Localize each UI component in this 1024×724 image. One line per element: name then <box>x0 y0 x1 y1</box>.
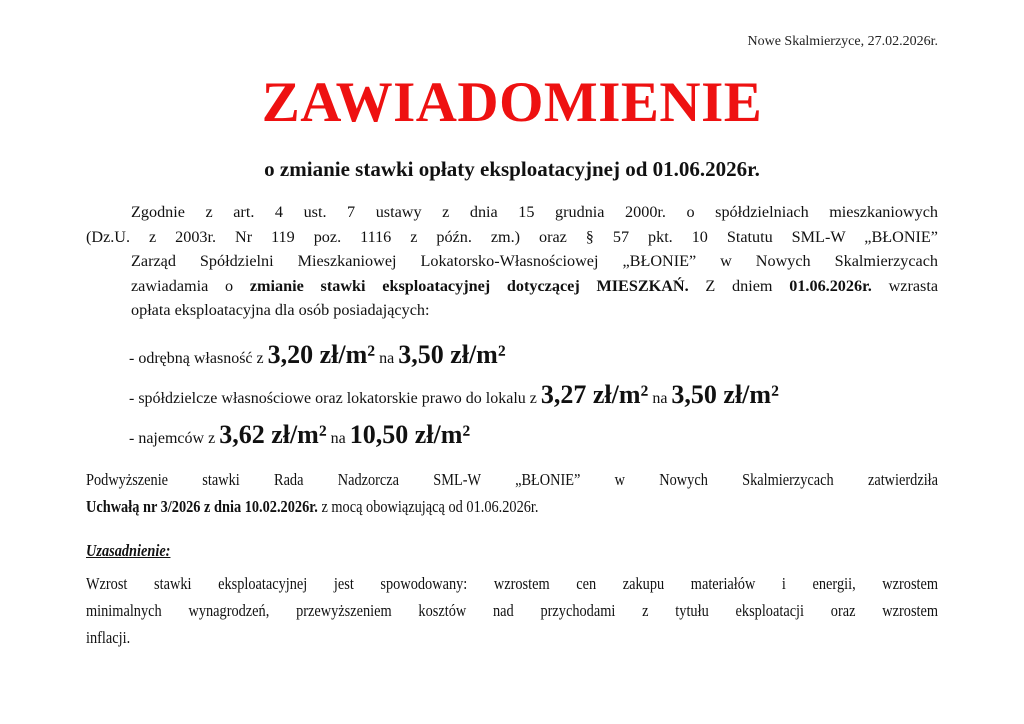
intro-line: Zgodnie z art. 4 ust. 7 ustawy z dnia 15 grudnia 2000r. o spółdzielniach mieszkaniowych <box>131 203 938 221</box>
justification-heading <box>86 537 938 564</box>
intro-text: Z dniem <box>688 276 790 295</box>
rate-sep: na <box>648 390 672 407</box>
rate-from: 3,20 zł/m² <box>267 340 376 369</box>
rate-item <box>129 380 779 410</box>
intro-line: opłata eksploatacyjna dla osób posiadających: <box>131 301 430 319</box>
document-title: ZAWIADOMIENIE <box>261 71 763 134</box>
justification-heading-text: Uzasadnienie: <box>86 541 171 560</box>
intro-paragraph <box>86 200 938 323</box>
intro-bold-change: zmianie stawki eksploatacyjnej dotyczącej MIESZKAŃ. <box>249 276 689 295</box>
place-date: Nowe Skalmierzyce, 27.02.2026r. <box>747 34 938 49</box>
document-subtitle: o zmianie stawki opłaty eksploatacyjnej od 01.06.2026r. <box>264 157 760 181</box>
approval-line <box>86 493 938 520</box>
intro-line: Zarząd Spółdzielni Mieszkaniowej Lokatorsko-Własnościowej „BŁONIE” w Nowych Skalmierzycach <box>131 252 938 270</box>
intro-line: (Dz.U. z 2003r. Nr 119 poz. 1116 z późn. zm.) oraz § 57 pkt. 10 Statutu SML-W „BŁONIE” <box>86 227 938 246</box>
intro-line <box>86 274 938 299</box>
rate-label: - spółdzielcze własnościowe oraz lokatorskie prawo do lokalu z <box>129 390 541 407</box>
justification-line: inflacji. <box>86 628 131 647</box>
approval-line: Podwyższenie stawki Rada Nadzorcza SML-W „BŁONIE” w Nowych Skalmierzycach zatwierdziła <box>86 470 939 489</box>
approval-text: z mocą obowiązującą od 01.06.2026r. <box>317 497 539 516</box>
intro-text: zawiadamia o <box>131 276 250 295</box>
rate-to: 3,50 zł/m² <box>671 380 779 409</box>
rate-sep: na <box>326 430 350 447</box>
approval-paragraph <box>86 466 938 520</box>
rate-item <box>129 420 470 450</box>
intro-bold-date: 01.06.2026r. <box>789 276 872 295</box>
rate-from: 3,27 zł/m² <box>540 380 649 409</box>
rate-label: - odrębną własność z <box>129 350 268 367</box>
justification-line: minimalnych wynagrodzeń, przewyższeniem kosztów nad przychodami z tytułu eksploatacji oraz wzrostem <box>86 601 939 620</box>
rate-from: 3,62 zł/m² <box>219 420 327 449</box>
rate-to: 3,50 zł/m² <box>398 340 506 369</box>
rate-sep: na <box>375 350 399 367</box>
rate-label: - najemców z <box>129 430 220 447</box>
resolution-reference: Uchwałą nr 3/2026 z dnia 10.02.2026r. <box>86 497 318 516</box>
intro-text: wzrasta <box>871 276 938 295</box>
rate-to: 10,50 zł/m² <box>349 420 471 449</box>
rate-item <box>129 340 506 370</box>
justification-paragraph <box>86 570 938 651</box>
justification-line: Wzrost stawki eksploatacyjnej jest spowodowany: wzrostem cen zakupu materiałów i energii, wzrostem <box>86 574 939 593</box>
